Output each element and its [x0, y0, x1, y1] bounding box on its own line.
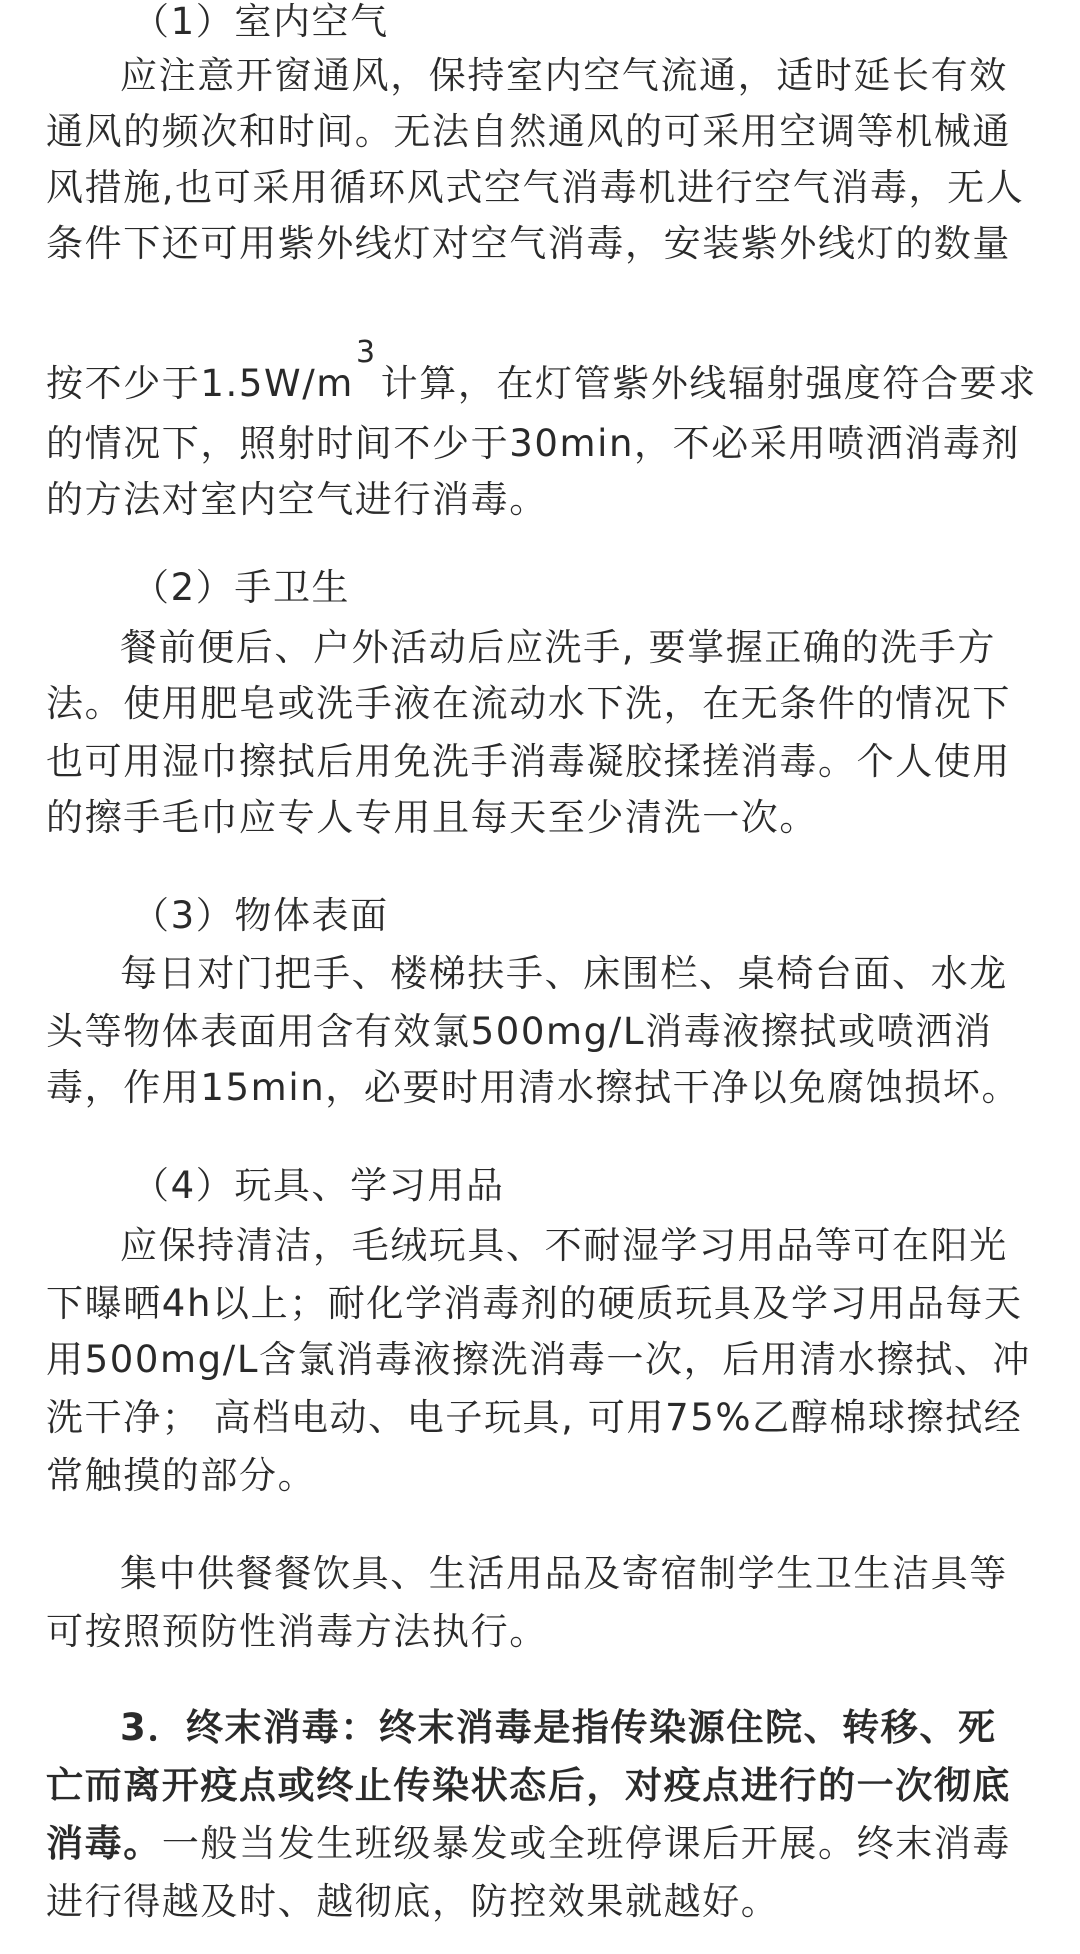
paragraph-line: 餐前便后、户外活动后应洗手, 要掌握正确的洗手方: [120, 626, 996, 669]
paragraph-line: 可按照预防性消毒方法执行。: [46, 1610, 548, 1653]
text-segment: 计算，在灯管紫外线辐射强度符合要求: [380, 362, 1037, 405]
paragraph-line: 头等物体表面用含有效氯500mg/L消毒液擦拭或喷洒消: [46, 1010, 993, 1053]
paragraph-line: 风措施,也可采用循环风式空气消毒机进行空气消毒，无人: [46, 166, 1025, 209]
paragraph-line: 毒，作用15min，必要时用清水擦拭干净以免腐蚀损坏。: [46, 1066, 1021, 1109]
paragraph-line: 也可用湿巾擦拭后用免洗手消毒凝胶揉搓消毒。个人使用: [46, 740, 1011, 783]
text-segment: 一般当发生班级暴发或全班停课后开展。终末消毒: [161, 1822, 1012, 1865]
paragraph-line: 条件下还可用紫外线灯对空气消毒，安装紫外线灯的数量: [46, 222, 1011, 265]
paragraph-line: 下曝晒4h以上；耐化学消毒剂的硬质玩具及学习用品每天: [46, 1282, 1023, 1325]
paragraph-line: 用500mg/L含氯消毒液擦洗消毒一次，后用清水擦拭、冲: [46, 1338, 1032, 1381]
section-heading-indoor-air: （1）室内空气: [132, 0, 389, 43]
bold-segment: 消毒。: [46, 1822, 162, 1865]
paragraph-line: 的擦手毛巾应专人专用且每天至少清洗一次。: [46, 796, 818, 839]
section-heading-toys-supplies: （4）玩具、学习用品: [132, 1164, 505, 1207]
paragraph-line: 应保持清洁，毛绒玩具、不耐湿学习用品等可在阳光: [120, 1224, 1008, 1267]
paragraph-line: 法。使用肥皂或洗手液在流动水下洗，在无条件的情况下: [46, 682, 1011, 725]
paragraph-line: 常触摸的部分。: [46, 1454, 317, 1497]
paragraph-line: 的方法对室内空气进行消毒。: [46, 478, 548, 521]
section-heading-hand-hygiene: （2）手卫生: [132, 566, 351, 609]
terminal-disinfection-heading-line: 3．终末消毒：终末消毒是指传染源住院、转移、死: [120, 1706, 997, 1749]
paragraph-line: 应注意开窗通风，保持室内空气流通，适时延长有效: [120, 54, 1008, 97]
section-heading-object-surfaces: （3）物体表面: [132, 894, 389, 937]
paragraph-line: 集中供餐餐饮具、生活用品及寄宿制学生卫生洁具等: [120, 1552, 1008, 1595]
terminal-disinfection-bold-line: 亡而离开疫点或终止传染状态后，对疫点进行的一次彻底: [46, 1764, 1011, 1807]
paragraph-line: 每日对门把手、楼梯扶手、床围栏、桌椅台面、水龙: [120, 952, 1008, 995]
paragraph-line: 洗干净； 高档电动、电子玩具, 可用75%乙醇棉球擦拭经: [46, 1396, 1023, 1439]
paragraph-line: 通风的频次和时间。无法自然通风的可采用空调等机械通: [46, 110, 1011, 153]
paragraph-line-with-superscript: [46, 335, 1062, 412]
paragraph-line: 的情况下，照射时间不少于30min，不必采用喷洒消毒剂: [46, 422, 1021, 465]
superscript-cubic: 3: [355, 335, 377, 370]
paragraph-line: 进行得越及时、越彻底，防控效果就越好。: [46, 1880, 780, 1923]
terminal-disinfection-mixed-line: [46, 1816, 1062, 1872]
text-segment: 按不少于1.5W/m: [46, 362, 354, 405]
